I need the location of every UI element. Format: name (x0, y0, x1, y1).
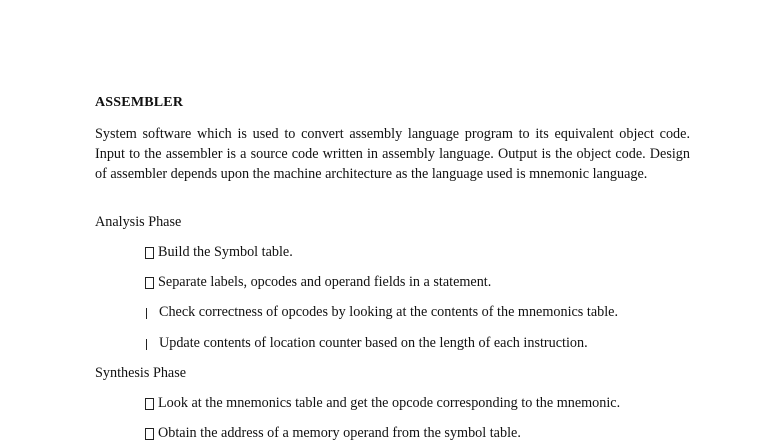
list-item (145, 425, 521, 442)
document-heading: ASSEMBLER (95, 95, 184, 110)
list-item (145, 244, 293, 261)
checkbox-glyph-icon (145, 277, 154, 289)
list-item (145, 304, 618, 321)
analysis-phase-title: Analysis Phase (95, 214, 182, 230)
list-item-text: Update contents of location counter based on the length of each instruction. (159, 335, 588, 351)
checkbox-glyph-icon (145, 428, 154, 440)
bar-glyph-icon (146, 339, 147, 350)
intro-paragraph: System software which is used to convert assembly language program to its equivalent object code. Input to the assembler is a source code written in assembly language. Output is the object code. Design of assembler depends upon the machine architecture as the language used is mnemonic language. (95, 126, 690, 182)
checkbox-glyph-icon (145, 398, 154, 410)
list-item-text: Check correctness of opcodes by looking at the contents of the mnemonics table. (159, 304, 618, 320)
list-item-text: Build the Symbol table. (158, 244, 293, 260)
list-item (145, 274, 491, 291)
list-item (145, 395, 620, 412)
checkbox-glyph-icon (145, 247, 154, 259)
bar-glyph-icon (146, 308, 147, 319)
list-item-text: Separate labels, opcodes and operand fields in a statement. (158, 274, 492, 290)
synthesis-phase-title: Synthesis Phase (95, 365, 187, 381)
list-item (145, 335, 588, 352)
list-item-text: Look at the mnemonics table and get the opcode corresponding to the mnemonic. (158, 395, 621, 411)
list-item-text: Obtain the address of a memory operand from the symbol table. (158, 425, 521, 441)
